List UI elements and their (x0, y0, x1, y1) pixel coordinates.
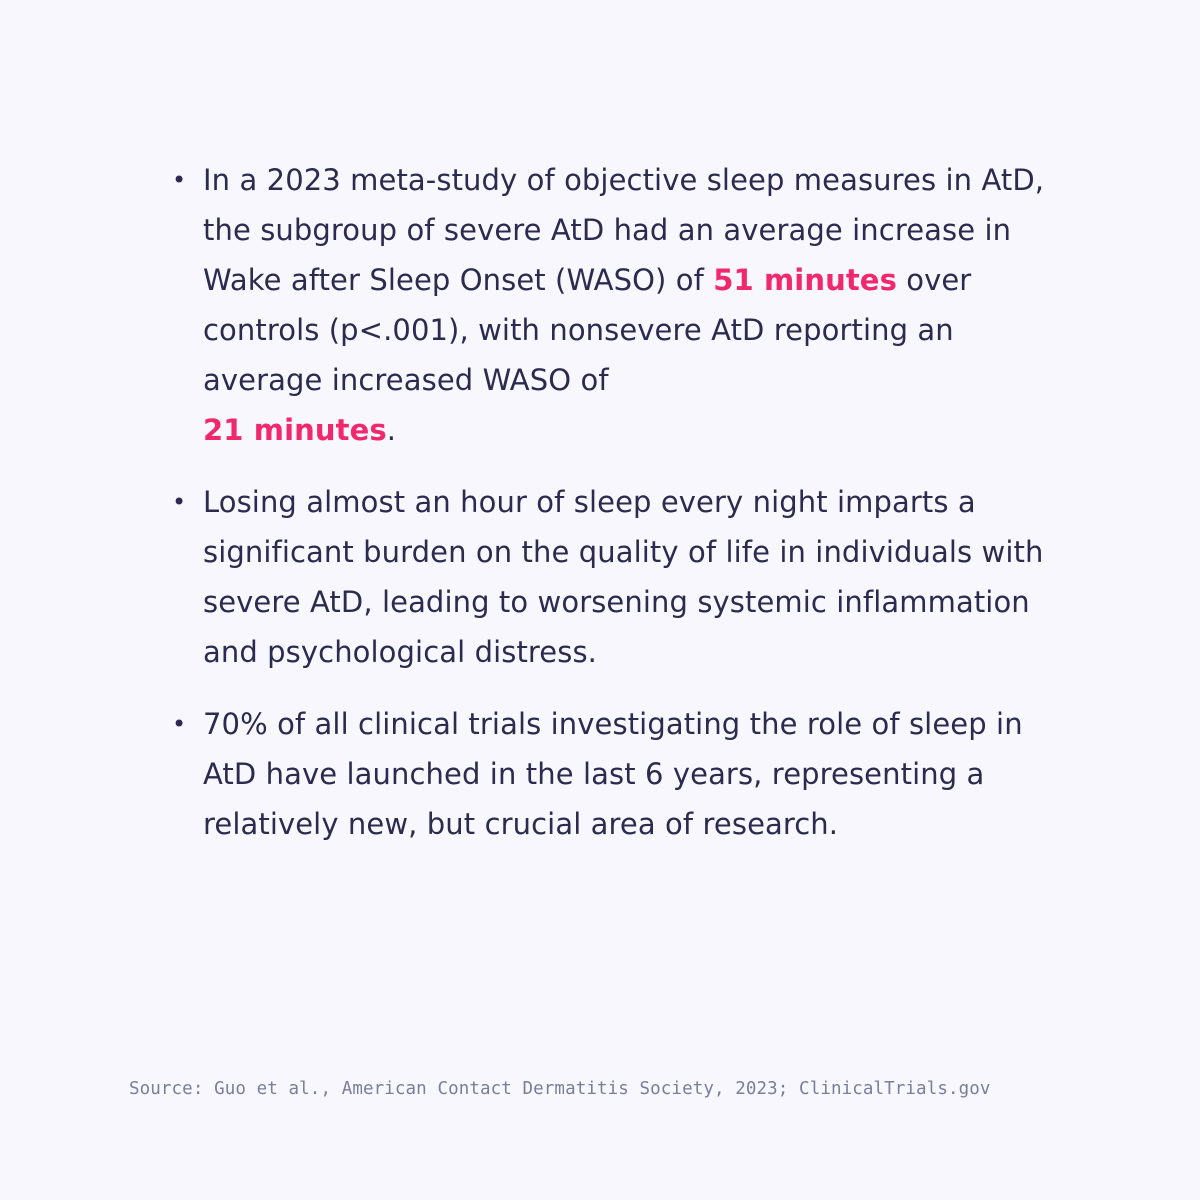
bullet-dot: • (172, 710, 187, 738)
bullet-item-sleep-burden (172, 477, 1052, 677)
bullet-text: over controls (p<.001), with nonsevere AtD reporting an average increased WASO of (203, 263, 972, 397)
highlight-nonsevere-waso: 21 minutes (203, 413, 387, 447)
content-area (172, 155, 1052, 871)
bullet-item-waso (172, 155, 1052, 455)
source-citation: Source: Guo et al., American Contact Dermatitis Society, 2023; ClinicalTrials.gov (129, 1079, 991, 1099)
bullet-list (172, 155, 1052, 849)
bullet-text: . (386, 413, 397, 447)
bullet-text: 70% of all clinical trials investigating the role of sleep in AtD have launched in the last 6 years, representing a relatively new, but crucial area of research. (203, 707, 1023, 841)
bullet-text: Losing almost an hour of sleep every night imparts a significant burden on the quality of life in individuals with severe AtD, leading to worsening systemic inflammation and psychological distress. (203, 485, 1044, 669)
bullet-item-clinical-trials (172, 699, 1052, 849)
bullet-dot: • (172, 166, 187, 194)
highlight-severe-waso: 51 minutes (713, 263, 897, 297)
bullet-text: In a 2023 meta-study of objective sleep measures in AtD, the subgroup of severe AtD had an average increase in Wake after Sleep Onset (WASO) of (203, 163, 1045, 297)
bullet-dot: • (172, 488, 187, 516)
